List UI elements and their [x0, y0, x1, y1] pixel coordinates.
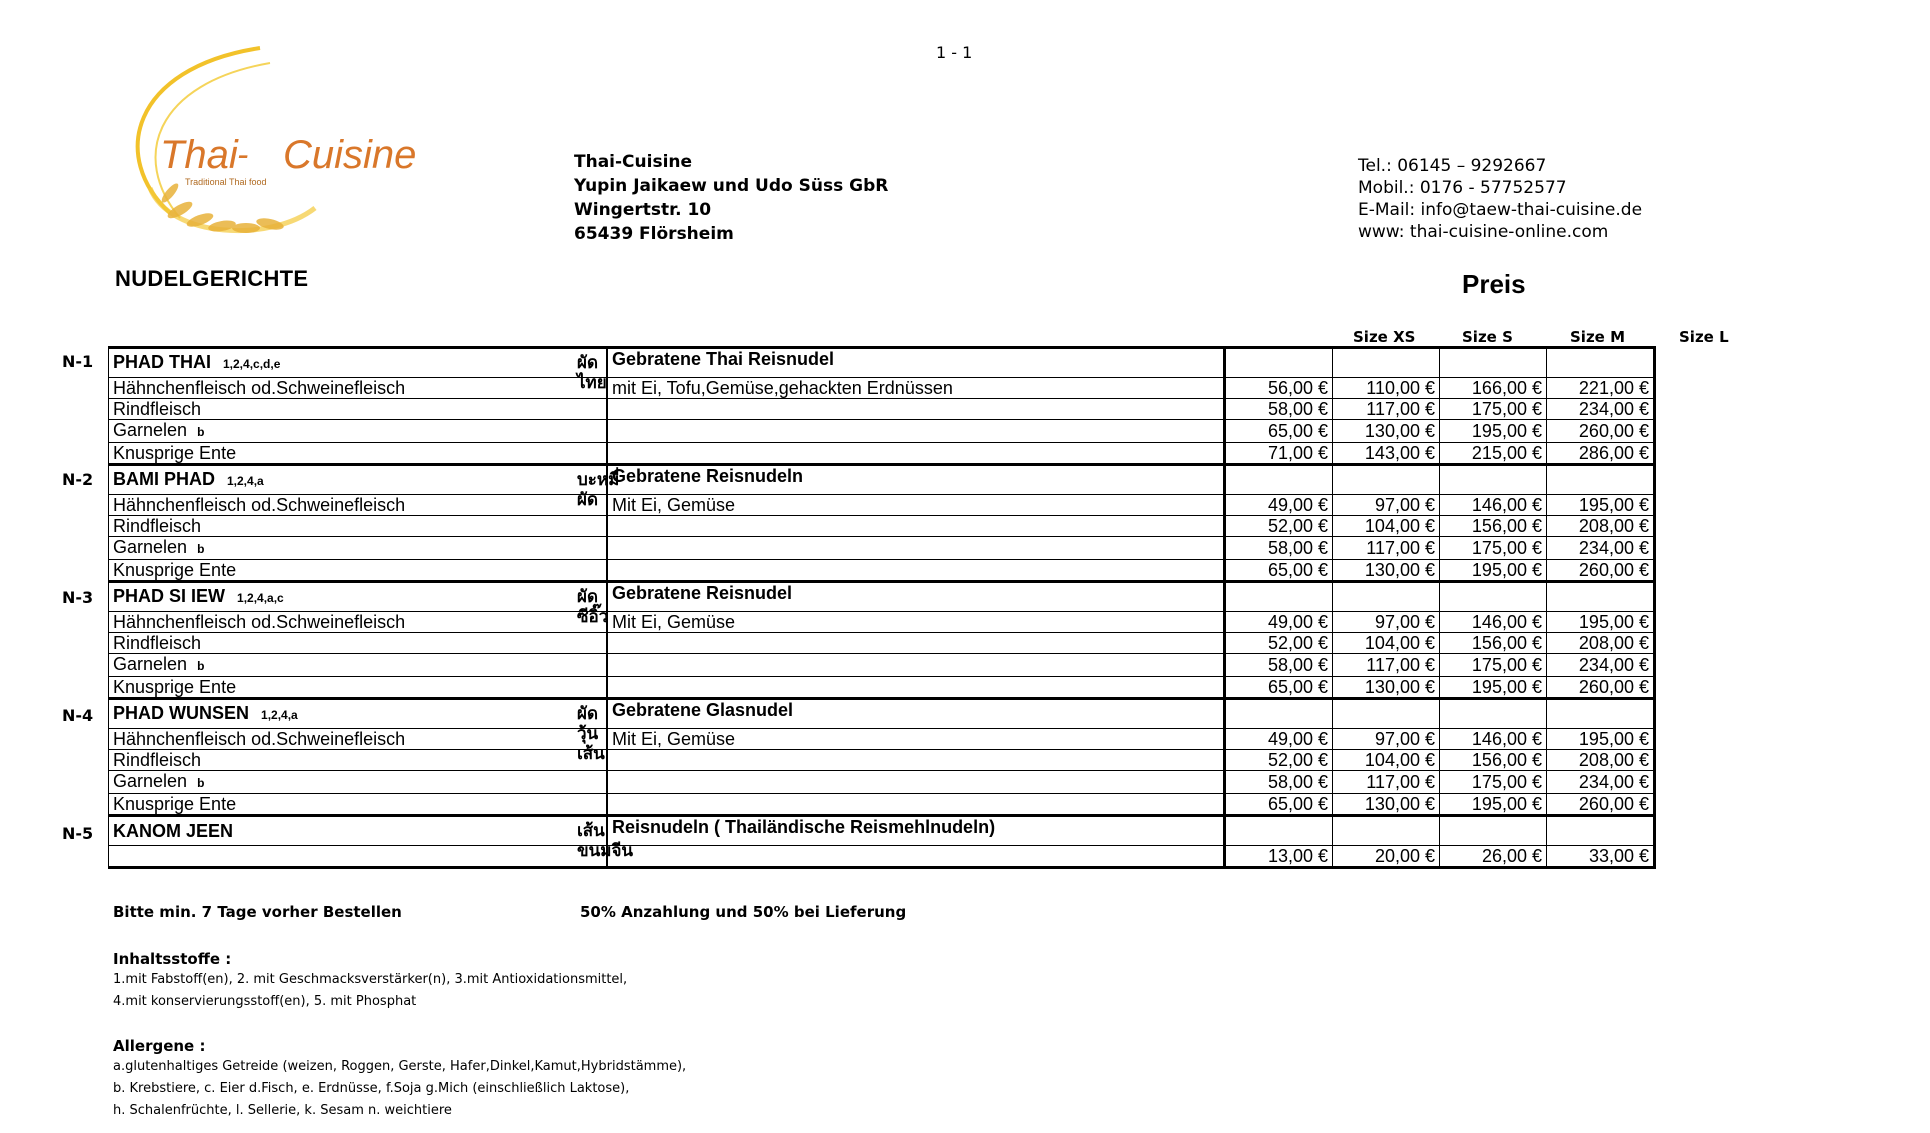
thai-cuisine-logo: [110, 38, 440, 258]
price-cell-empty: [1225, 816, 1333, 846]
description-blank: [607, 750, 1225, 771]
price-l: 208,00 €: [1547, 750, 1655, 771]
allergens-line: a.glutenhaltiges Getreide (weizen, Roggen, Gerste, Hafer,Dinkel,Kamut,Hybridstämme),: [113, 1059, 687, 1074]
option-label-cell: [109, 794, 608, 816]
logo-text-thai: Thai: [160, 133, 238, 177]
price-s: 117,00 €: [1333, 771, 1440, 794]
option-row: [109, 495, 1655, 516]
option-label-cell: [109, 443, 608, 465]
option-label-cell: [109, 537, 608, 560]
logo-dash: -: [237, 136, 249, 174]
address-line: Thai-Cuisine: [574, 152, 693, 172]
price-m: 156,00 €: [1440, 750, 1547, 771]
description-blank: [607, 399, 1225, 420]
price-m: 175,00 €: [1440, 654, 1547, 677]
price-cell-empty: [1333, 699, 1440, 729]
price-m: 195,00 €: [1440, 560, 1547, 582]
menu-table: [108, 346, 1656, 869]
contact-phone: Tel.: 06145 – 9292667: [1358, 156, 1547, 176]
option-allergen-code: b: [197, 425, 205, 439]
option-row: [109, 794, 1655, 816]
price-xs: 65,00 €: [1225, 560, 1333, 582]
option-label: Hähnchenfleisch od.Schweinefleisch: [113, 495, 406, 515]
description-blank: [607, 794, 1225, 816]
price-l: 260,00 €: [1547, 794, 1655, 816]
price-s: 117,00 €: [1333, 399, 1440, 420]
option-label: Garnelen: [113, 654, 188, 674]
option-row: [109, 378, 1655, 399]
address-line: Yupin Jaikaew und Udo Süss GbR: [574, 176, 889, 196]
option-row: [109, 771, 1655, 794]
option-allergen-code: b: [197, 659, 205, 673]
option-row: [109, 560, 1655, 582]
price-m: 146,00 €: [1440, 495, 1547, 516]
contact-website: www: thai-cuisine-online.com: [1358, 222, 1609, 242]
description-blank: [607, 516, 1225, 537]
price-xs: 52,00 €: [1225, 750, 1333, 771]
option-label-cell: [109, 729, 608, 750]
price-s: 117,00 €: [1333, 537, 1440, 560]
logo-text-cuisine: Cuisine: [283, 133, 417, 177]
dish-thai-name: บะหมี่ผัด: [577, 470, 620, 510]
option-row: [109, 750, 1655, 771]
page-number: 1 - 1: [936, 43, 973, 62]
option-label-cell: [109, 750, 608, 771]
address-line: Wingertstr. 10: [574, 200, 712, 220]
option-row: [109, 516, 1655, 537]
dish-description: Mit Ei, Gemüse: [607, 495, 1225, 516]
price-cell-empty: [1547, 465, 1655, 495]
option-row: [109, 443, 1655, 465]
price-xs: 49,00 €: [1225, 495, 1333, 516]
price-s: 97,00 €: [1333, 612, 1440, 633]
price-l: 221,00 €: [1547, 378, 1655, 399]
option-label: Knusprige Ente: [113, 677, 237, 697]
description-blank: [607, 654, 1225, 677]
description-blank: [607, 633, 1225, 654]
option-label-cell: [109, 677, 608, 699]
price-s: 104,00 €: [1333, 633, 1440, 654]
price-xs: 71,00 €: [1225, 443, 1333, 465]
price-cell-empty: [1225, 582, 1333, 612]
price-s: 143,00 €: [1333, 443, 1440, 465]
dish-title: Gebratene Glasnudel: [607, 699, 1225, 729]
price-l: 260,00 €: [1547, 677, 1655, 699]
ingredients-title: Inhaltsstoffe :: [113, 950, 232, 968]
price-m: 175,00 €: [1440, 399, 1547, 420]
option-label: Hähnchenfleisch od.Schweinefleisch: [113, 729, 406, 749]
option-label: Rindfleisch: [113, 633, 202, 653]
dish-thai-name: ผัดซีอิ๊ว: [577, 587, 609, 627]
size-header-xs: Size XS: [1353, 328, 1416, 346]
description-blank: [607, 420, 1225, 443]
dish-name: BAMI PHAD: [113, 469, 215, 489]
price-l: 208,00 €: [1547, 633, 1655, 654]
option-label-cell: [109, 378, 608, 399]
price-s: 130,00 €: [1333, 794, 1440, 816]
option-label: Knusprige Ente: [113, 443, 237, 463]
option-row: [109, 612, 1655, 633]
dish-description: Mit Ei, Gemüse: [607, 729, 1225, 750]
price-cell-empty: [1225, 465, 1333, 495]
dish-thai-name: ผัดวุ้นเส้น: [577, 704, 605, 764]
option-row: [109, 846, 1655, 868]
dish-header-row: [109, 699, 1655, 729]
contact-mobile: Mobil.: 0176 - 57752577: [1358, 178, 1567, 198]
price-xs: 58,00 €: [1225, 537, 1333, 560]
size-header-m: Size M: [1570, 328, 1625, 346]
price-cell-empty: [1547, 699, 1655, 729]
section-title: NUDELGERICHTE: [115, 266, 309, 291]
address-block: [574, 150, 888, 246]
option-label: Knusprige Ente: [113, 560, 237, 580]
price-xs: 58,00 €: [1225, 654, 1333, 677]
price-l: 234,00 €: [1547, 654, 1655, 677]
price-l: 260,00 €: [1547, 420, 1655, 443]
price-cell-empty: [1333, 465, 1440, 495]
dish-codes: 1,2,4,a: [261, 708, 298, 722]
price-l: 195,00 €: [1547, 612, 1655, 633]
option-label: Garnelen: [113, 537, 188, 557]
price-m: 175,00 €: [1440, 537, 1547, 560]
dish-title: Gebratene Reisnudel: [607, 582, 1225, 612]
price-l: 195,00 €: [1547, 495, 1655, 516]
dish-description: Mit Ei, Gemüse: [607, 612, 1225, 633]
dish-id: N-4: [62, 706, 94, 725]
price-cell-empty: [1225, 699, 1333, 729]
description-blank: [607, 560, 1225, 582]
price-xs: 49,00 €: [1225, 729, 1333, 750]
price-m: 146,00 €: [1440, 729, 1547, 750]
price-m: 195,00 €: [1440, 677, 1547, 699]
price-m: 175,00 €: [1440, 771, 1547, 794]
price-xs: 58,00 €: [1225, 771, 1333, 794]
price-cell-empty: [1547, 582, 1655, 612]
order-note: Bitte min. 7 Tage vorher Bestellen: [113, 903, 402, 921]
price-m: 156,00 €: [1440, 516, 1547, 537]
option-label-cell: [109, 654, 608, 677]
price-cell-empty: [1225, 348, 1333, 378]
price-l: 208,00 €: [1547, 516, 1655, 537]
price-l: 260,00 €: [1547, 560, 1655, 582]
option-row: [109, 399, 1655, 420]
price-title: Preis: [1462, 269, 1526, 299]
dish-title: Gebratene Thai Reisnudel: [607, 348, 1225, 378]
price-l: 234,00 €: [1547, 771, 1655, 794]
dish-name: PHAD SI IEW: [113, 586, 226, 606]
price-s: 104,00 €: [1333, 750, 1440, 771]
price-l: 33,00 €: [1547, 846, 1655, 868]
dish-id: N-2: [62, 470, 94, 489]
dish-title: Gebratene Reisnudeln: [607, 465, 1225, 495]
option-label-cell: [109, 560, 608, 582]
price-s: 110,00 €: [1333, 378, 1440, 399]
dish-name: PHAD THAI: [113, 352, 211, 372]
option-label-cell: [109, 846, 608, 868]
contact-email: E-Mail: info@taew-thai-cuisine.de: [1358, 200, 1643, 220]
price-s: 97,00 €: [1333, 729, 1440, 750]
option-row: [109, 677, 1655, 699]
dish-header-row: [109, 816, 1655, 846]
ingredients-line: 1.mit Fabstoff(en), 2. mit Geschmacksverstärker(n), 3.mit Antioxidationsmittel,: [113, 972, 628, 987]
price-m: 26,00 €: [1440, 846, 1547, 868]
dish-description: mit Ei, Tofu,Gemüse,gehackten Erdnüssen: [607, 378, 1225, 399]
price-xs: 58,00 €: [1225, 399, 1333, 420]
price-m: 195,00 €: [1440, 794, 1547, 816]
price-cell-empty: [1440, 582, 1547, 612]
price-xs: 65,00 €: [1225, 677, 1333, 699]
price-xs: 52,00 €: [1225, 516, 1333, 537]
option-label: Rindfleisch: [113, 516, 202, 536]
option-label-cell: [109, 771, 608, 794]
contact-block: [1358, 155, 1642, 243]
dish-codes: 1,2,4,c,d,e: [223, 357, 281, 371]
price-m: 195,00 €: [1440, 420, 1547, 443]
dish-title: Reisnudeln ( Thailändische Reismehlnudeln): [607, 816, 1225, 846]
logo-tagline: Traditional Thai food: [185, 177, 267, 187]
option-label: Hähnchenfleisch od.Schweinefleisch: [113, 378, 406, 398]
option-label-cell: [109, 633, 608, 654]
dish-codes: 1,2,4,a,c: [237, 591, 284, 605]
price-cell-empty: [1333, 816, 1440, 846]
price-cell-empty: [1547, 816, 1655, 846]
allergens-title: Allergene :: [113, 1037, 206, 1055]
price-cell-empty: [1440, 699, 1547, 729]
allergens-line: b. Krebstiere, c. Eier d.Fisch, e. Erdnüsse, f.Soja g.Mich (einschließlich Laktose),: [113, 1081, 630, 1096]
price-cell-empty: [1440, 348, 1547, 378]
size-header-s: Size S: [1462, 328, 1513, 346]
option-label-cell: [109, 612, 608, 633]
price-cell-empty: [1333, 348, 1440, 378]
allergens-line: h. Schalenfrüchte, l. Sellerie, k. Sesam n. weichtiere: [113, 1103, 452, 1118]
option-label-cell: [109, 399, 608, 420]
price-l: 286,00 €: [1547, 443, 1655, 465]
option-label: Garnelen: [113, 771, 188, 791]
option-label: Knusprige Ente: [113, 794, 237, 814]
price-s: 117,00 €: [1333, 654, 1440, 677]
price-s: 130,00 €: [1333, 677, 1440, 699]
dish-id: N-1: [62, 352, 94, 371]
option-row: [109, 420, 1655, 443]
price-xs: 13,00 €: [1225, 846, 1333, 868]
dish-name: PHAD WUNSEN: [113, 703, 250, 723]
option-row: [109, 633, 1655, 654]
option-row: [109, 654, 1655, 677]
price-xs: 65,00 €: [1225, 420, 1333, 443]
price-l: 195,00 €: [1547, 729, 1655, 750]
option-label: Hähnchenfleisch od.Schweinefleisch: [113, 612, 406, 632]
price-xs: 49,00 €: [1225, 612, 1333, 633]
price-s: 130,00 €: [1333, 420, 1440, 443]
price-cell-empty: [1440, 816, 1547, 846]
option-allergen-code: b: [197, 542, 205, 556]
dish-id: N-3: [62, 588, 94, 607]
price-l: 234,00 €: [1547, 537, 1655, 560]
price-xs: 65,00 €: [1225, 794, 1333, 816]
option-label: Rindfleisch: [113, 399, 202, 419]
option-label-cell: [109, 516, 608, 537]
size-header-l: Size L: [1679, 328, 1729, 346]
dish-header-row: [109, 348, 1655, 378]
option-label: Rindfleisch: [113, 750, 202, 770]
option-row: [109, 537, 1655, 560]
dish-name: KANOM JEEN: [113, 821, 234, 841]
payment-note: 50% Anzahlung und 50% bei Lieferung: [580, 903, 907, 921]
dish-name-cell: [109, 816, 634, 861]
price-m: 166,00 €: [1440, 378, 1547, 399]
option-label: Garnelen: [113, 420, 188, 440]
option-label-cell: [109, 495, 608, 516]
price-cell-empty: [1440, 465, 1547, 495]
description-blank: [607, 677, 1225, 699]
ingredients-line: 4.mit konservierungsstoff(en), 5. mit Phosphat: [113, 994, 417, 1009]
price-xs: 52,00 €: [1225, 633, 1333, 654]
dish-id: N-5: [62, 824, 94, 843]
price-s: 130,00 €: [1333, 560, 1440, 582]
price-m: 146,00 €: [1440, 612, 1547, 633]
description-blank: [607, 771, 1225, 794]
description-blank: [607, 443, 1225, 465]
price-l: 234,00 €: [1547, 399, 1655, 420]
description-blank: [607, 537, 1225, 560]
address-line: 65439 Flörsheim: [574, 224, 734, 244]
dish-thai-name: ผัดไทย: [577, 353, 607, 393]
option-row: [109, 729, 1655, 750]
dish-header-row: [109, 582, 1655, 612]
dish-header-row: [109, 465, 1655, 495]
price-cell-empty: [1333, 582, 1440, 612]
price-xs: 56,00 €: [1225, 378, 1333, 399]
dish-codes: 1,2,4,a: [227, 474, 264, 488]
price-cell-empty: [1547, 348, 1655, 378]
option-label-cell: [109, 420, 608, 443]
price-s: 97,00 €: [1333, 495, 1440, 516]
price-s: 20,00 €: [1333, 846, 1440, 868]
dish-description: [607, 846, 1225, 868]
price-s: 104,00 €: [1333, 516, 1440, 537]
price-m: 156,00 €: [1440, 633, 1547, 654]
dish-thai-name: เส้นขนมจีน: [577, 821, 634, 861]
option-allergen-code: b: [197, 776, 205, 790]
price-m: 215,00 €: [1440, 443, 1547, 465]
